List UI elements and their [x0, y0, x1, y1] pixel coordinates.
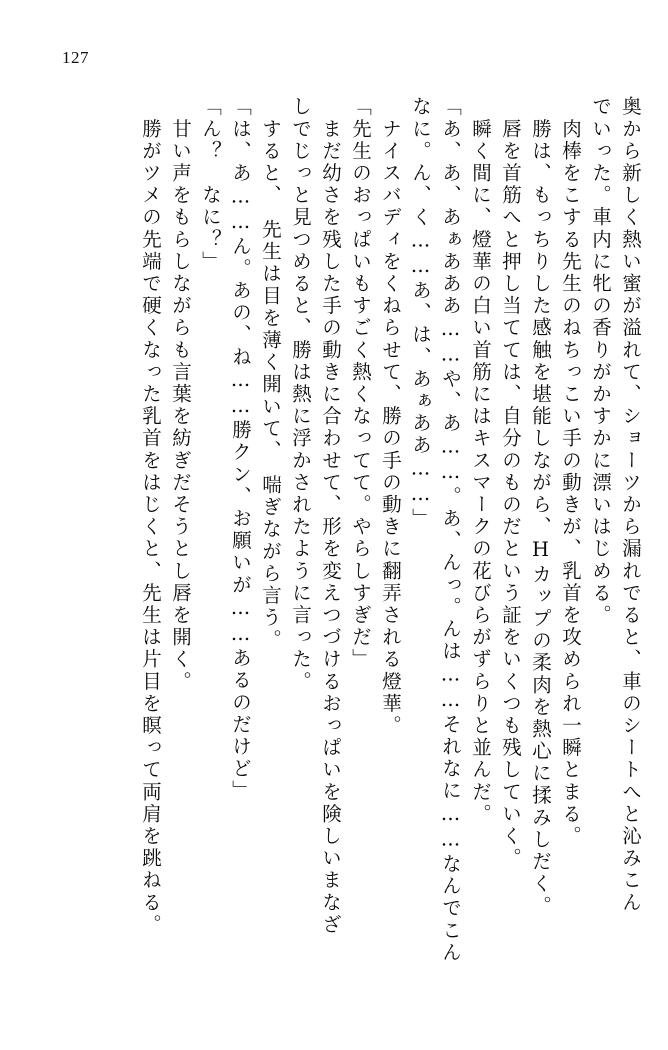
text-column: 勝がツメの先端で硬くなった乳首をはじくと、先生は片目を瞑って両肩を跳ねる。: [139, 96, 162, 936]
text-column: すると、 先生は目を薄く開いて、 喘ぎながら言う。: [259, 96, 282, 652]
text-column: 奥から新しく熱い蜜が溢れて、ショーツから漏れでると、車のシートへと沁みこん: [619, 96, 642, 914]
text-column: 「先生のおっぱいもすごく熱くなってて。やらしすぎだ」: [349, 96, 372, 671]
vertical-text-block: [28, 96, 640, 996]
text-column: でいった。車内に牝の香りがかすかに漂いはじめる。: [589, 96, 612, 627]
text-column: なに。ん、く……あ、は、あぁああ……」: [409, 96, 432, 530]
text-column: しでじっと見つめると、勝は熱に浮かされたように言った。: [289, 96, 312, 693]
page-number: 127: [62, 48, 89, 67]
text-column: 瞬く間に、燈華の白い首筋にはキスマークの花びらがずらりと並んだ。: [469, 96, 492, 826]
text-column: 肉棒をこする先生のねちっこい手の動きが、乳首を攻められ一瞬とまる。: [559, 96, 582, 848]
text-column: 唇を首筋へと押し当てては、自分のものだという証をいくつも残していく。: [499, 96, 522, 870]
text-column: 「ん？ なに？」: [199, 96, 222, 273]
text-column: 甘い声をもらしながらも言葉を紡ぎだそうとし唇を開く。: [169, 96, 192, 693]
text-column: 「は、あ……ん。あの、ね……勝クン、お願いが……あるのだけど」: [229, 96, 252, 803]
text-column: 勝は、もっちりした感触を堪能しながら、Hカップの柔肉を熱心に揉みしだく。: [529, 96, 552, 918]
text-column: まだ幼さを残した手の動きに合わせて、形を変えつづけるおっぱいを険しいまなざ: [319, 96, 342, 936]
text-column: 「あ、あ、あぁあああ……や、あ……。あ、んっ。んは……それなに……なんでこん: [439, 96, 462, 964]
text-column: ナイスバディをくねらせて、勝の手の動きに翻弄される燈華。: [379, 96, 402, 737]
